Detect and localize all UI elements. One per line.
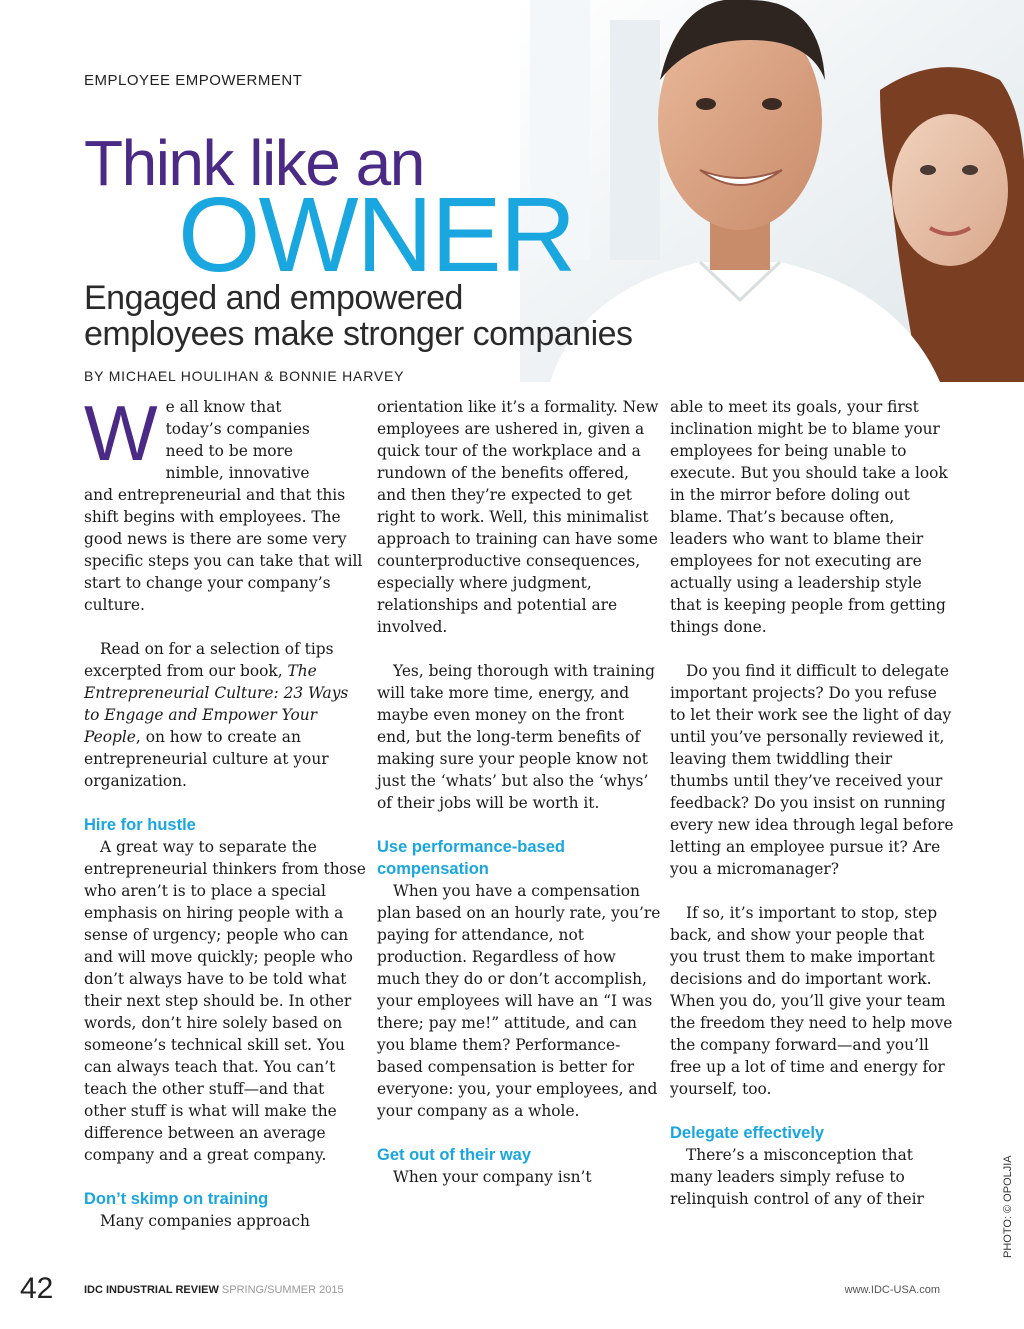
misconception-paragraph: There’s a misconception that many leaders simply refuse to relinquish control of any of their — [670, 1146, 924, 1208]
intro-line-1: e all know that — [165, 398, 282, 416]
training-paragraph: Many companies approach — [100, 1212, 310, 1230]
get-out-paragraph: When your company isn’t — [393, 1168, 592, 1186]
heading-training: Don’t skimp on training — [84, 1190, 269, 1208]
byline: BY MICHAEL HOULIHAN & BONNIE HARVEY — [84, 368, 405, 384]
heading-get-out-of-way: Get out of their way — [377, 1146, 532, 1164]
trust-paragraph: If so, it’s important to stop, step back, and show your people that you trust them to make important decisions and do important work. When you do, you’ll give your team the freedom they need to help move the company forward—and you’ll free up a lot of time and energy for yourself, too. — [670, 904, 953, 1098]
section-label: EMPLOYEE EMPOWERMENT — [84, 72, 303, 89]
subtitle — [84, 280, 744, 352]
intro-line-2: today’s companies — [165, 420, 310, 438]
book-paragraph — [84, 638, 368, 792]
website-url: www.IDC-USA.com — [844, 1284, 940, 1296]
publication-name — [84, 1284, 344, 1296]
intro-line-4: nimble, innovative — [165, 464, 310, 482]
article-column-1 — [84, 389, 368, 1232]
book-paragraph-text-b: , on how to create an entrepreneurial culture at your organization. — [84, 728, 329, 790]
intro-line-3: need to be more — [165, 442, 294, 460]
subtitle-line-1: Engaged and empowered — [84, 279, 463, 317]
photo-credit: PHOTO: © OPOLJIA — [1002, 1155, 1014, 1258]
compensation-paragraph: When you have a compensation plan based on an hourly rate, you’re paying for attendance, not production. Regardless of how much they do or don’t accomplish, your employees will have an “I was there; pay me!” attitude, and can you blame them? Performance-based compensation is better for everyone: you, your employees, and your company as a whole. — [377, 882, 661, 1120]
book-paragraph-text-a: Read on for a selection of tips excerpted from our book, — [84, 640, 334, 680]
hire-paragraph: A great way to separate the entrepreneurial thinkers from those who aren’t is to place a special emphasis on hiring people with a sense of urgency; people who can and will move quickly; people who don’t always have to be told what their next step should be. In other words, don’t hire solely based on someone’s technical skill set. You can always teach that. You can’t teach the other stuff—and that other stuff is what will make the difference between an average company and a great company. — [84, 838, 366, 1164]
book-title: The Entrepreneurial Culture: 23 Ways to Engage and Empower Your People — [84, 662, 349, 746]
heading-compensation: Use performance-based compensation — [377, 838, 565, 878]
page-footer — [0, 1274, 1024, 1304]
drop-cap: W — [84, 389, 158, 477]
subtitle-line-2: employees make stronger companies — [84, 315, 633, 353]
intro-rest: and entrepreneurial and that this shift begins with employees. The good news is there are some very specific steps you can take that will start to change your company’s culture. — [84, 486, 363, 614]
heading-hire-for-hustle: Hire for hustle — [84, 816, 196, 834]
delegate-questions-paragraph: Do you find it difficult to delegate important projects? Do you refuse to let their work see the light of day until you’ve personally reviewed it, leaving them twiddling their thumbs until they’ve received your feedback? Do you insist on running every new idea through legal before letting an employee pursue it? Are you a micromanager? — [670, 662, 954, 878]
article-column-3 — [670, 396, 954, 1210]
heading-delegate: Delegate effectively — [670, 1124, 825, 1142]
title-line-2: OWNER — [178, 176, 575, 294]
goals-paragraph: able to meet its goals, your first inclination might be to blame your employees for being unable to execute. But you should take a look in the mirror before doling out blame. That’s because often, leaders who want to blame their employees for not executing are actually using a leadership style that is keeping people from getting things done. — [670, 398, 948, 636]
issue-date: SPRING/SUMMER 2015 — [221, 1284, 344, 1296]
article-column-2 — [377, 396, 661, 1188]
orientation-paragraph: orientation like it’s a formality. New employees are ushered in, given a quick tour of the workplace and a rundown of the benefits offered, and then they’re expected to get right to work. Well, this minimalist approach to training can have some counterproductive consequences, especially where judgment, relationships and potential are involved. — [377, 398, 659, 636]
title-line-1: Think like an — [84, 127, 424, 199]
page-number: 42 — [20, 1272, 54, 1305]
publication-title: IDC INDUSTRIAL REVIEW — [84, 1284, 219, 1296]
thorough-paragraph: Yes, being thorough with training will take more time, energy, and maybe even money on the front end, but the long-term benefits of making sure your people know not just the ‘whats’ but also the ‘whys’ of their jobs will be worth it. — [377, 662, 656, 812]
